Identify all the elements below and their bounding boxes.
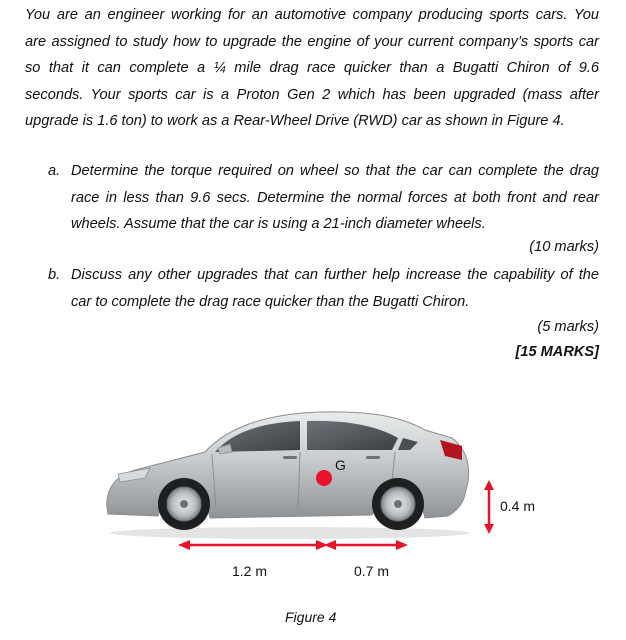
dimension-label-height: 0.4 m (500, 498, 536, 514)
dimension-arrow-height (484, 480, 494, 534)
total-marks: [15 MARKS] (515, 344, 599, 360)
question-a (48, 158, 599, 238)
dimension-arrow-rear (324, 540, 408, 550)
figure-caption: Figure 4 (285, 609, 337, 625)
rear-wheel (372, 478, 424, 530)
intro-line: seconds. Your sports car is a Proton Gen 2 which has been upgraded (mass after (25, 86, 599, 103)
question-b (48, 262, 599, 315)
dimension-arrow-front (178, 540, 328, 550)
intro-line: are assigned to study how to upgrade the engine of your current company’s sports car (25, 33, 599, 50)
intro-line: upgrade is 1.6 ton) to work as a Rear-Wheel Drive (RWD) car as shown in Figure 4. (25, 113, 565, 130)
intro-paragraph (25, 2, 599, 135)
center-of-gravity-dot (316, 470, 332, 486)
dimension-label-front: 1.2 m (232, 563, 268, 579)
intro-line: so that it can complete a ¼ mile drag race quicker than a Bugatti Chiron of 9.6 (25, 60, 599, 77)
question-a-line: race in less than 9.6 secs. Determine the normal forces at both front and rear (71, 189, 599, 206)
question-b-marks: (5 marks) (537, 319, 599, 335)
question-b-line: car to complete the drag race quicker than the Bugatti Chiron. (71, 293, 470, 310)
question-a-line: wheels. Assume that the car is using a 21-inch diameter wheels. (71, 216, 486, 233)
question-b-label: b. (48, 267, 61, 283)
question-a-label: a. (48, 163, 61, 179)
question-a-marks: (10 marks) (529, 239, 599, 255)
dimension-label-rear: 0.7 m (354, 563, 390, 579)
front-wheel (158, 478, 210, 530)
cg-label: G (335, 457, 346, 473)
figure-car-diagram (0, 390, 626, 640)
intro-line: You are an engineer working for an automotive company producing sports cars. You (25, 7, 599, 23)
question-b-line: Discuss any other upgrades that can further help increase the capability of the (71, 267, 599, 283)
question-a-line: Determine the torque required on wheel so that the car can complete the drag (71, 163, 599, 179)
